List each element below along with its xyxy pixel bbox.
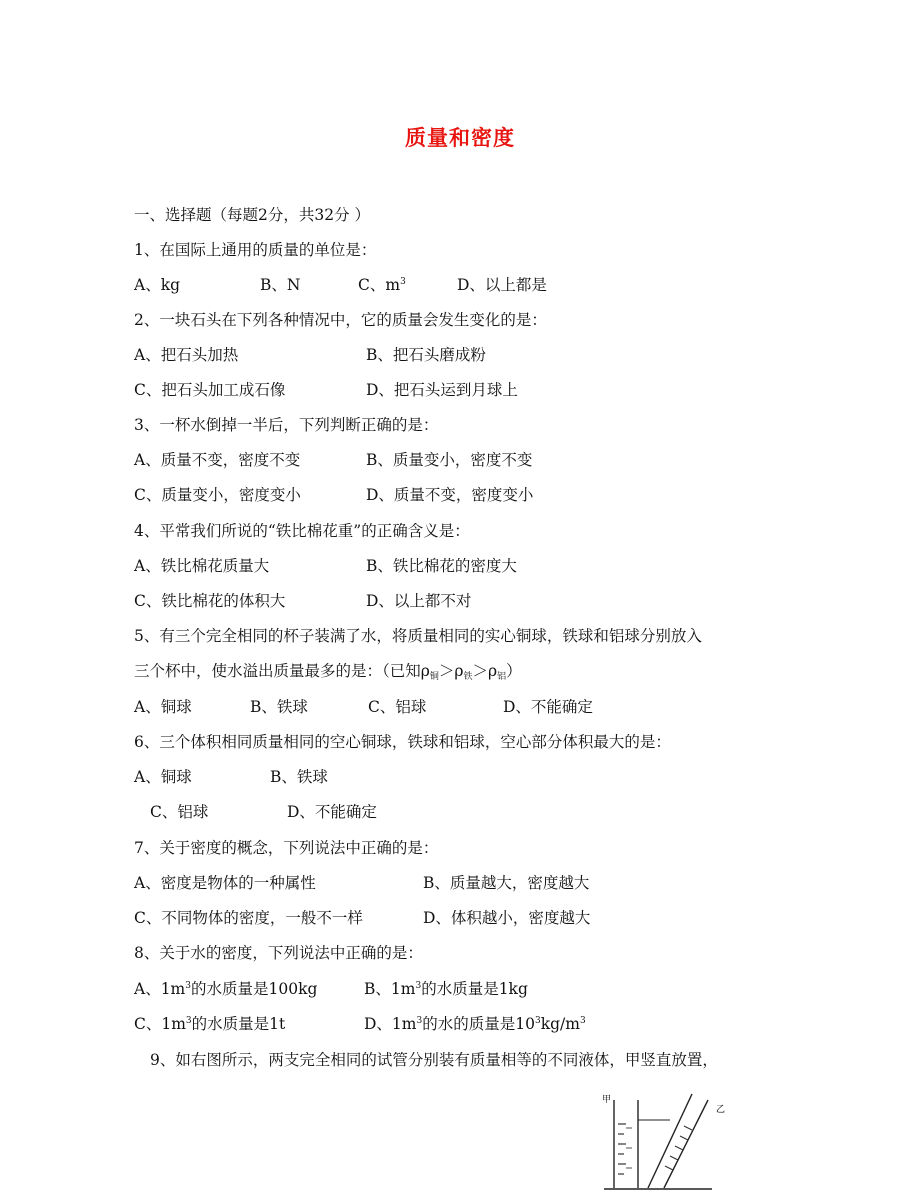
subscript-iron: 铁 — [463, 672, 473, 682]
q3-option-b: B、质量变小，密度不变 — [366, 451, 533, 469]
q8-option-d-unit: kg/m — [540, 1015, 580, 1033]
q5-option-a: A、铜球 — [134, 698, 192, 716]
q7-option-c: C、不同物体的密度，一般不一样 — [134, 909, 363, 927]
q8-option-a — [134, 979, 317, 999]
q4-option-a: A、铁比棉花质量大 — [134, 557, 270, 575]
question-9-stem: 9、如右图所示，两支完全相同的试管分别装有质量相等的不同液体，甲竖直放置， — [150, 1051, 718, 1069]
q2-option-c: C、把石头加工成石像 — [134, 381, 286, 399]
q8-option-c-text: C、1m — [134, 1015, 186, 1033]
subscript-aluminum: 铝 — [497, 672, 507, 682]
q3-option-a: A、质量不变，密度不变 — [134, 451, 301, 469]
q6-option-a: A、铜球 — [134, 768, 192, 786]
q8-option-a-rest: 的水质量是100kg — [191, 980, 318, 998]
q5-option-c: C、铝球 — [368, 698, 427, 716]
tube-yi — [648, 1094, 708, 1188]
q5-comparison-2: ＞ρ — [472, 662, 498, 680]
label-yi: 乙 — [716, 1105, 726, 1115]
q7-option-d: D、体积越小，密度越大 — [423, 909, 591, 927]
q5-stem-close: ） — [506, 662, 522, 680]
question-6-stem: 6、三个体积相同质量相同的空心铜球，铁球和铝球，空心部分体积最大的是： — [134, 733, 671, 751]
q1-option-c-text: C、m — [358, 276, 401, 294]
q4-option-b: B、铁比棉花的密度大 — [366, 557, 517, 575]
question-5-stem-line1: 5、有三个完全相同的杯子装满了水，将质量相同的实心铜球，铁球和铝球分别放入 — [134, 627, 702, 645]
subscript-copper: 铜 — [429, 672, 439, 682]
q6-option-b: B、铁球 — [270, 768, 328, 786]
q8-option-d-text: D、1m — [364, 1015, 417, 1033]
superscript: 3 — [185, 981, 191, 991]
q8-option-b — [364, 979, 528, 999]
question-1-stem: 1、在国际上通用的质量的单位是： — [134, 241, 377, 259]
q7-option-a: A、密度是物体的一种属性 — [134, 874, 316, 892]
question-2-stem: 2、一块石头在下列各种情况中，它的质量会发生变化的是： — [134, 311, 547, 329]
page-title: 质量和密度 — [405, 125, 515, 150]
q5-stem-text: 三个杯中，使水溢出质量最多的是：（已知ρ — [134, 662, 430, 680]
q1-option-c — [358, 275, 406, 295]
q3-option-c: C、质量变小，密度变小 — [134, 486, 301, 504]
q2-option-b: B、把石头磨成粉 — [366, 346, 486, 364]
q5-option-b: B、铁球 — [250, 698, 308, 716]
q4-option-d: D、以上都不对 — [366, 592, 472, 610]
q8-option-d — [364, 1014, 586, 1034]
question-5-stem-line2 — [134, 661, 522, 681]
q8-option-c-rest: 的水质量是1t — [191, 1015, 286, 1033]
question-4-stem: 4、平常我们所说的“铁比棉花重”的正确含义是： — [134, 522, 470, 540]
superscript: 3 — [415, 981, 422, 991]
superscript: 3 — [416, 1016, 423, 1026]
superscript: 3 — [400, 277, 406, 287]
q6-option-d: D、不能确定 — [287, 803, 377, 821]
superscript: 3 — [579, 1016, 586, 1026]
q1-option-d: D、以上都是 — [457, 276, 547, 294]
test-tube-diagram — [600, 1090, 730, 1192]
question-8-stem: 8、关于水的密度，下列说法中正确的是： — [134, 944, 423, 962]
q8-option-c — [134, 1014, 285, 1034]
q5-option-d: D、不能确定 — [503, 698, 593, 716]
q8-option-b-rest: 的水质量是1kg — [421, 980, 528, 998]
q8-option-b-text: B、1m — [364, 980, 416, 998]
q3-option-d: D、质量不变，密度变小 — [366, 486, 534, 504]
superscript: 3 — [534, 1016, 541, 1026]
q5-comparison-1: ＞ρ — [438, 662, 464, 680]
q1-option-a: A、kg — [134, 276, 181, 294]
q6-option-c: C、铝球 — [150, 803, 209, 821]
question-7-stem: 7、关于密度的概念，下列说法中正确的是： — [134, 839, 439, 857]
q2-option-a: A、把石头加热 — [134, 346, 239, 364]
q8-option-d-mid: 的水的质量是10 — [422, 1015, 535, 1033]
superscript: 3 — [185, 1016, 192, 1026]
section-heading: 一、选择题（每题2分，共32分 ） — [134, 206, 371, 224]
q1-option-b: B、N — [260, 276, 301, 294]
tube-jia — [614, 1100, 638, 1188]
q2-option-d: D、把石头运到月球上 — [366, 381, 518, 399]
question-3-stem: 3、一杯水倒掉一半后，下列判断正确的是： — [134, 416, 439, 434]
q7-option-b: B、质量越大，密度越大 — [423, 874, 590, 892]
label-jia: 甲 — [602, 1095, 612, 1105]
q4-option-c: C、铁比棉花的体积大 — [134, 592, 286, 610]
q8-option-a-text: A、1m — [134, 980, 186, 998]
